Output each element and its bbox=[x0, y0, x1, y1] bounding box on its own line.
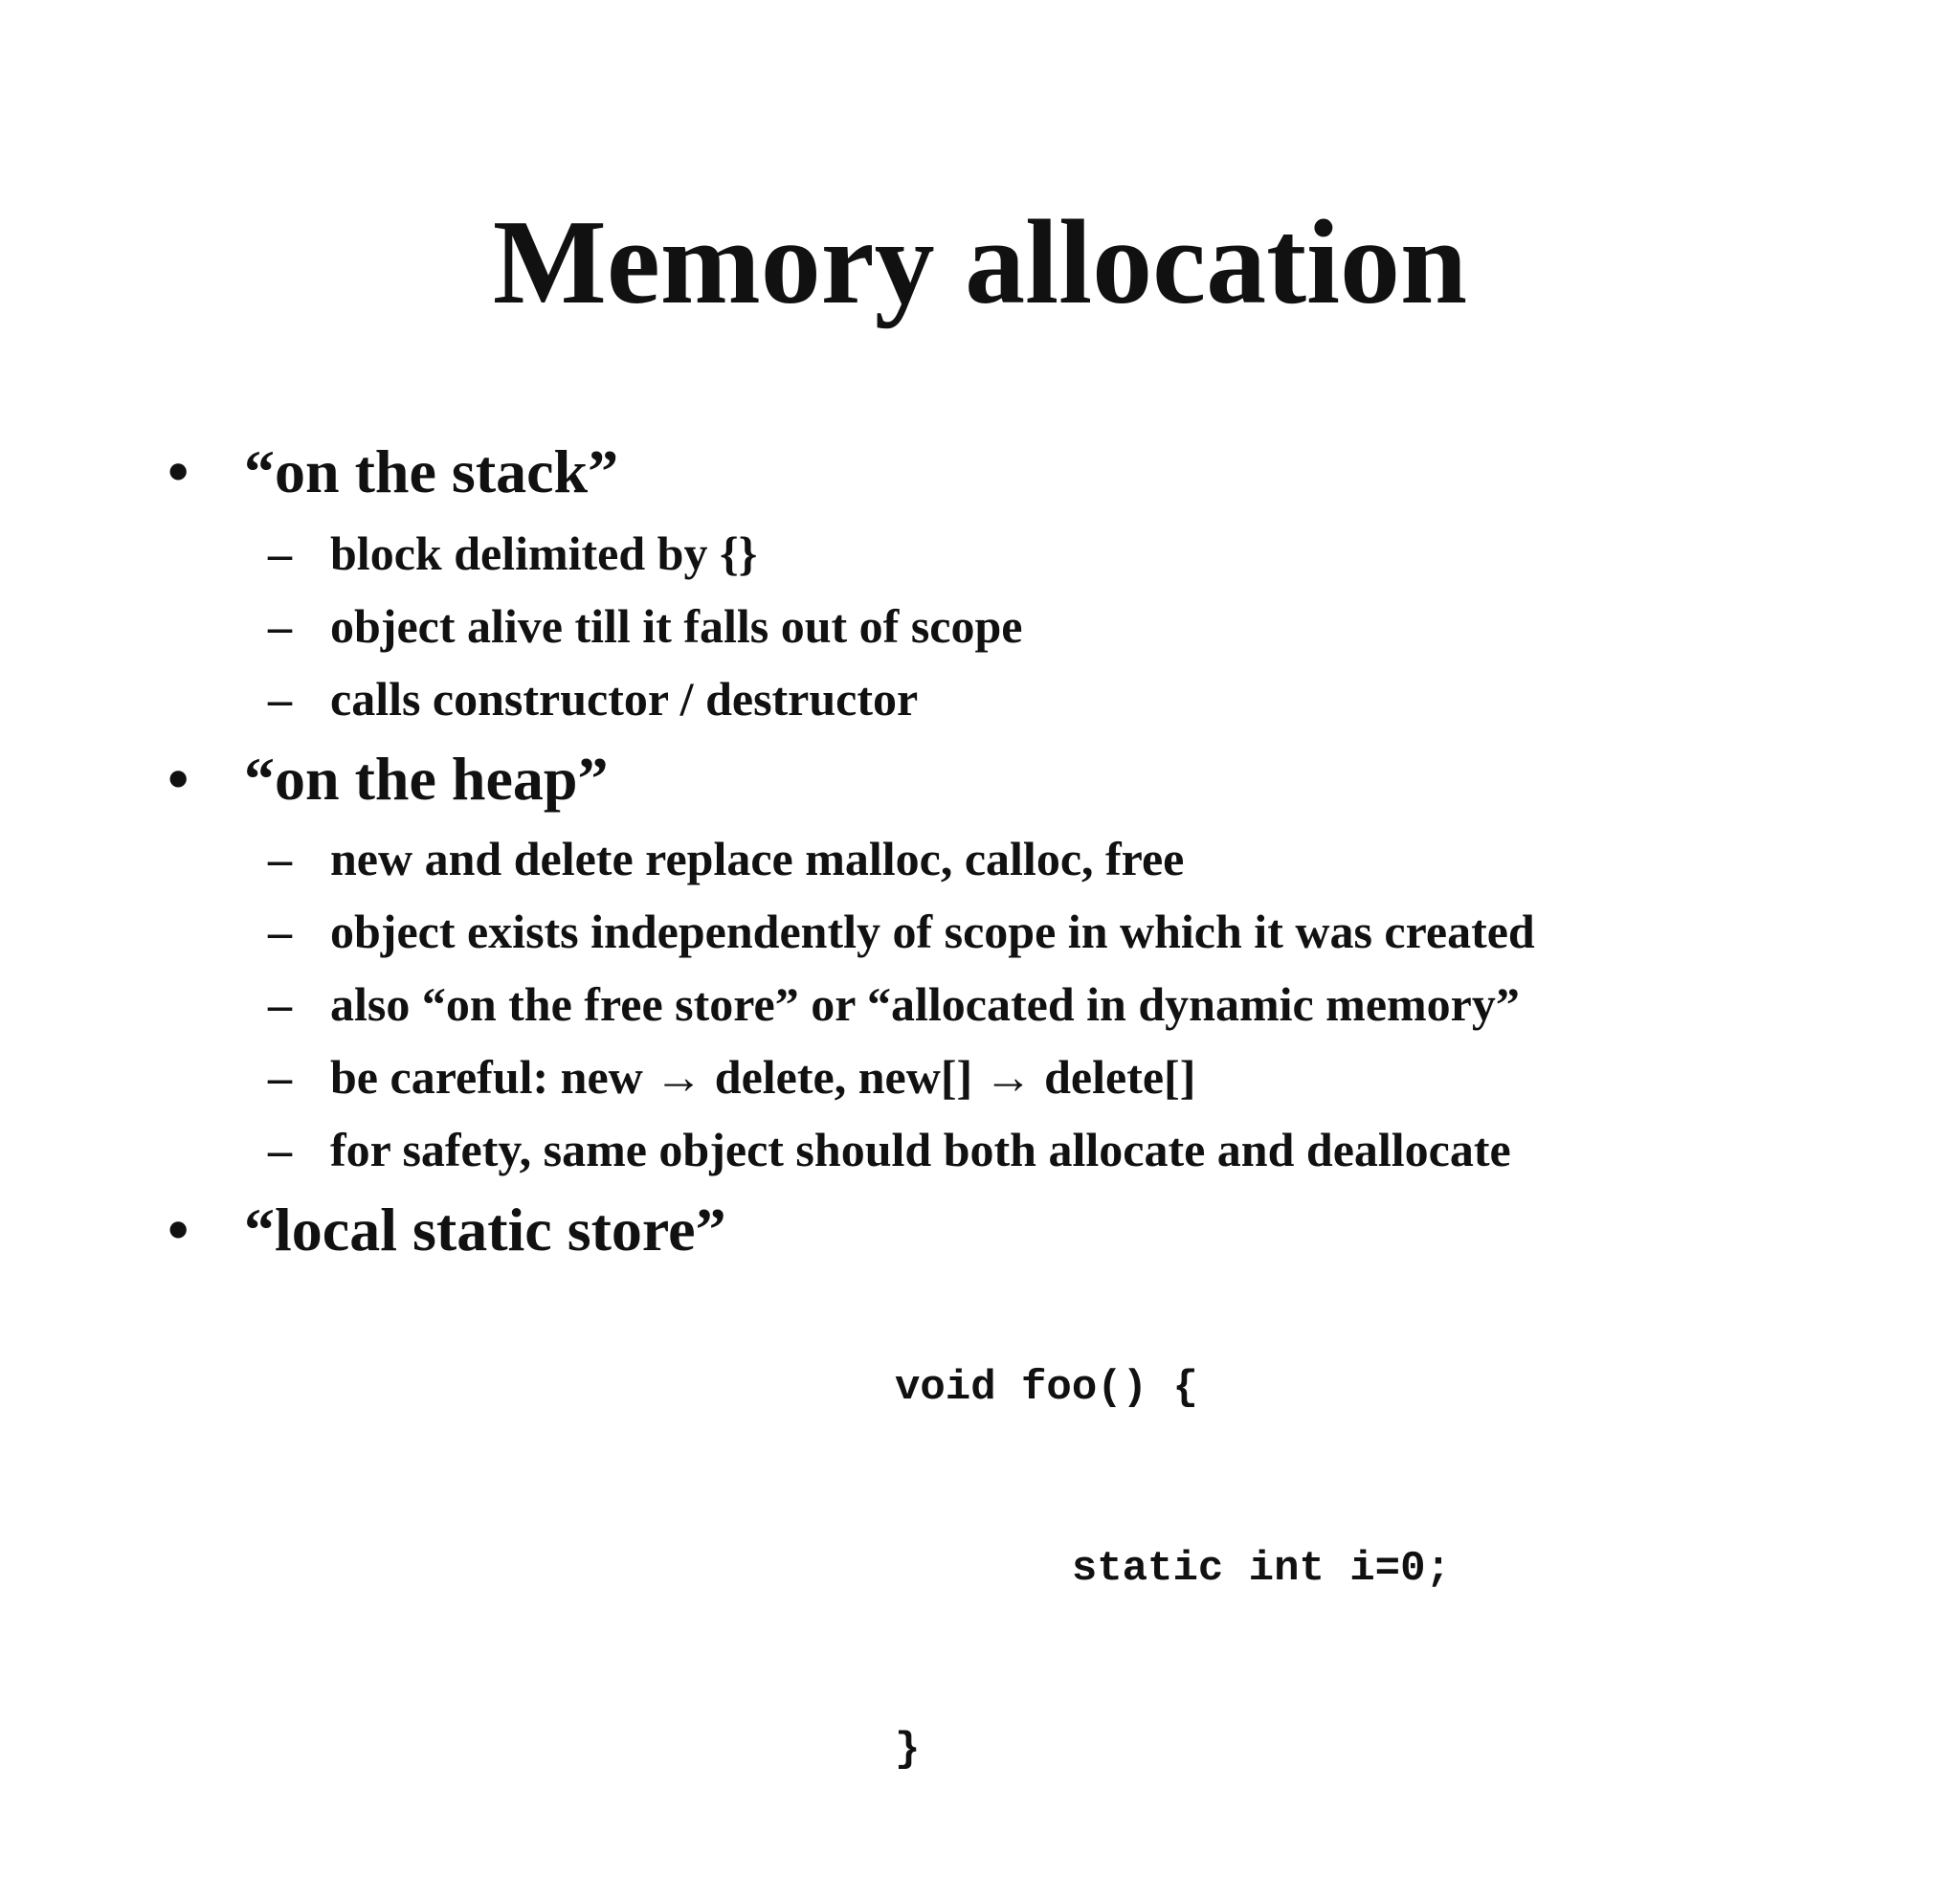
code-line: void foo() { bbox=[895, 1364, 1198, 1412]
subitem-text: new and delete replace malloc, calloc, free bbox=[330, 832, 1185, 885]
sub-marker: – bbox=[268, 977, 292, 1031]
code-snippet bbox=[895, 1238, 1451, 1901]
bullet-marker: • bbox=[167, 437, 189, 505]
subitem-text: for safety, same object should both allocate and deallocate bbox=[330, 1123, 1511, 1176]
bullet-text: “local static store” bbox=[244, 1196, 726, 1264]
sub-marker: – bbox=[268, 832, 292, 885]
subitem-text: object exists independently of scope in which it was created bbox=[330, 905, 1535, 958]
slide-title: Memory allocation bbox=[492, 196, 1468, 329]
sub-marker: – bbox=[268, 526, 292, 580]
bullet-marker: • bbox=[167, 745, 189, 813]
sub-marker: – bbox=[268, 599, 292, 653]
bullet-marker: • bbox=[167, 1196, 189, 1264]
subitem-text: be careful: new → delete, new[] → delete[] bbox=[330, 1050, 1196, 1104]
subitem-text: calls constructor / destructor bbox=[330, 672, 919, 726]
sub-marker: – bbox=[268, 1050, 292, 1104]
sub-marker: – bbox=[268, 905, 292, 958]
subitem-text: block delimited by {} bbox=[330, 526, 758, 580]
sub-marker: – bbox=[268, 1123, 292, 1176]
subitem-text: object alive till it falls out of scope bbox=[330, 599, 1023, 653]
bullet-text: “on the stack” bbox=[244, 437, 619, 505]
sub-marker: – bbox=[268, 672, 292, 726]
bullet-text: “on the heap” bbox=[244, 745, 609, 813]
code-line: static int i=0; bbox=[895, 1545, 1451, 1593]
subitem-text: also “on the free store” or “allocated in dynamic memory” bbox=[330, 977, 1520, 1031]
code-line: } bbox=[895, 1726, 921, 1774]
